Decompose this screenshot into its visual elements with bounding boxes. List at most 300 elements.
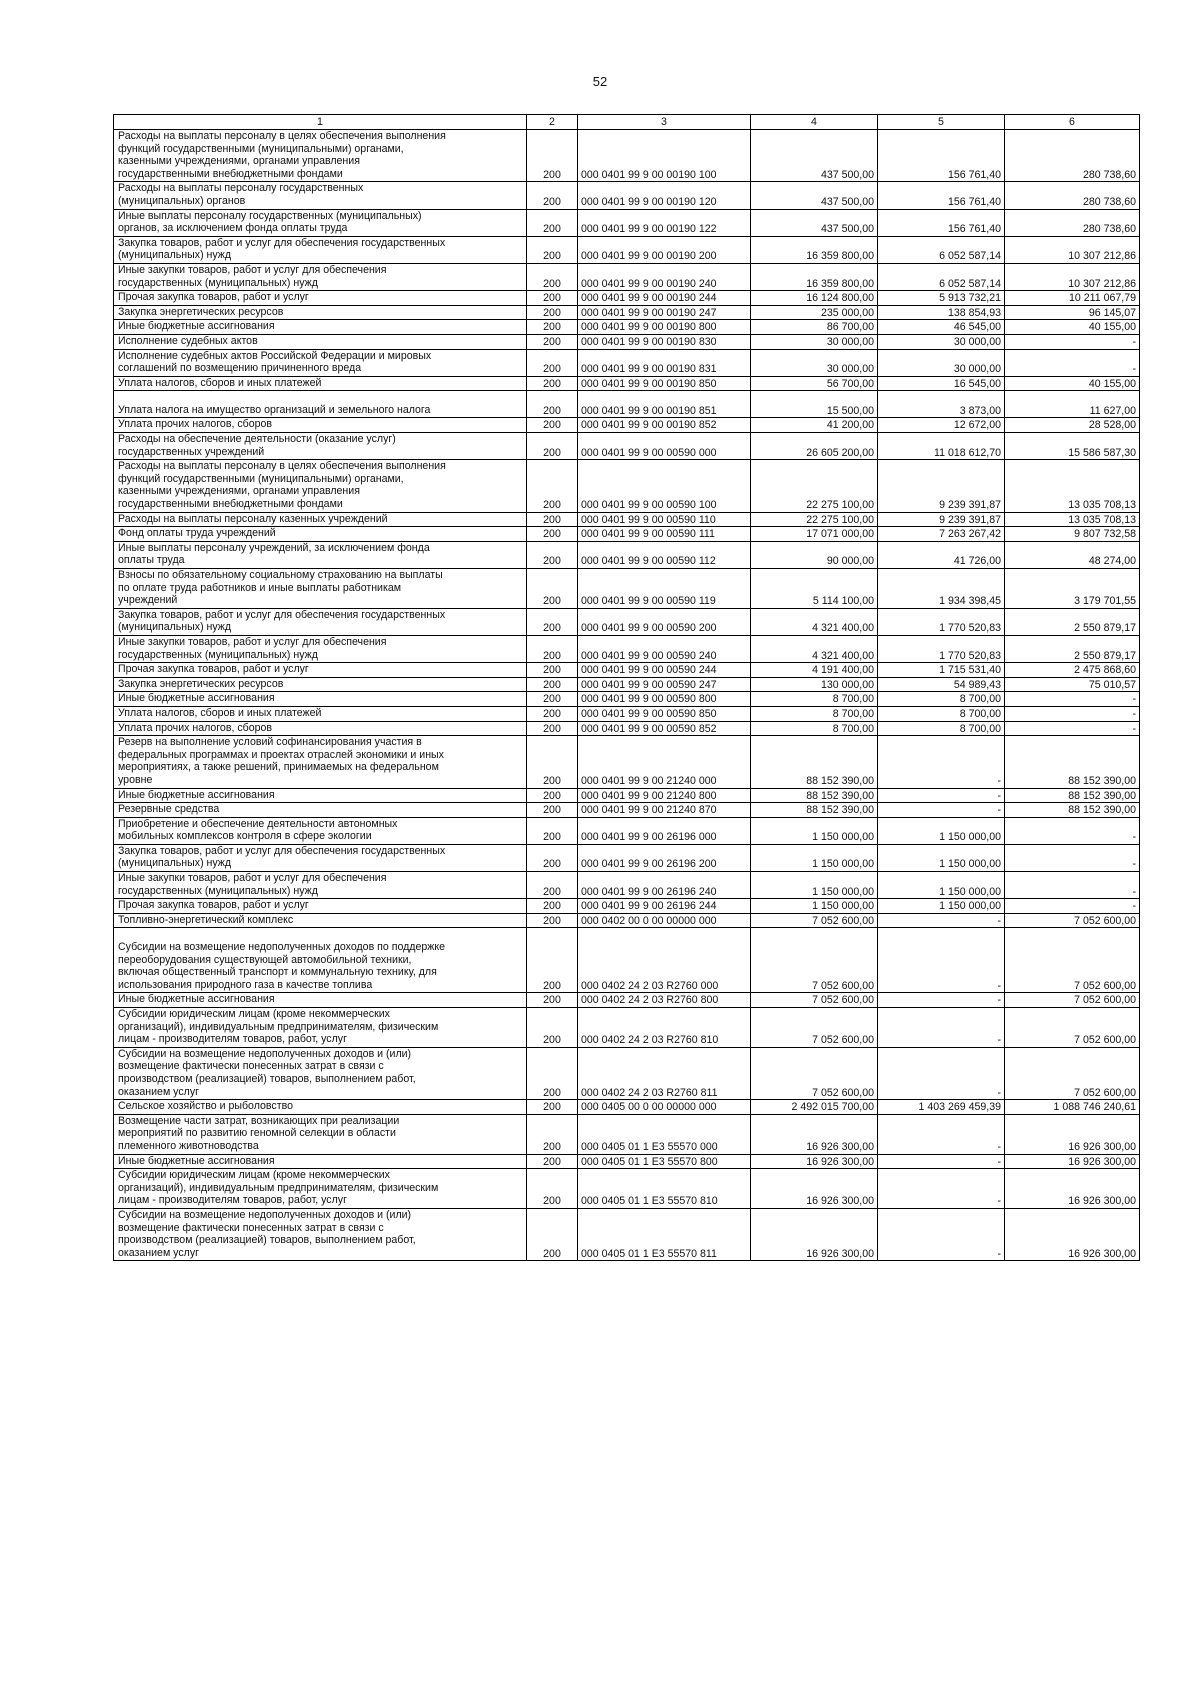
column-header-3: 3: [578, 115, 751, 130]
table-row: [114, 899, 1140, 914]
table-row: [114, 1047, 1140, 1099]
remaining-amount-cell: 3 179 701,55: [1005, 569, 1140, 609]
item-name-cell: [114, 803, 527, 818]
budget-report-table: [113, 114, 1140, 1261]
table-row: [114, 736, 1140, 788]
budget-code-cell: 000 0401 99 9 00 00190 831: [578, 349, 751, 376]
budget-code-cell: 000 0401 99 9 00 00590 112: [578, 541, 751, 568]
table-row: [114, 1008, 1140, 1048]
executed-amount-cell: 1 715 531,40: [878, 663, 1005, 678]
item-name-text: Уплата налогов, сборов и иных платежей: [118, 376, 322, 389]
item-name-cell: [114, 1114, 527, 1154]
item-name-text: Иные закупки товаров, работ и услуг для обеспечения государственных (муниципальных) нужд: [118, 872, 387, 897]
budget-code-cell: 000 0401 99 9 00 00590 800: [578, 692, 751, 707]
remaining-amount-cell: -: [1005, 692, 1140, 707]
admin-code-cell: 200: [527, 527, 578, 542]
approved-amount-cell: 41 200,00: [751, 418, 878, 433]
budget-code-cell: 000 0401 99 9 00 00590 200: [578, 608, 751, 635]
item-name-text: Резервные средства: [118, 803, 220, 816]
remaining-amount-cell: 7 052 600,00: [1005, 993, 1140, 1008]
approved-amount-cell: 90 000,00: [751, 541, 878, 568]
item-name-cell: [114, 993, 527, 1008]
item-name-text: Субсидии юридическим лицам (кроме некоммерческих организаций), индивидуальным предпринимателям, физическим лицам - производителям товаров, работ, услуг: [118, 1169, 439, 1207]
table-row: [114, 263, 1140, 290]
budget-code-cell: 000 0401 99 9 00 00190 200: [578, 236, 751, 263]
executed-amount-cell: -: [878, 788, 1005, 803]
admin-code-cell: 200: [527, 1208, 578, 1260]
budget-code-cell: 000 0405 01 1 Е3 55570 800: [578, 1154, 751, 1169]
item-name-text: Расходы на выплаты персоналу казенных учреждений: [118, 512, 388, 525]
executed-amount-cell: 12 672,00: [878, 418, 1005, 433]
item-name-cell: [114, 263, 527, 290]
executed-amount-cell: 156 761,40: [878, 130, 1005, 182]
budget-code-cell: 000 0401 99 9 00 00590 119: [578, 569, 751, 609]
budget-code-cell: 000 0401 99 9 00 26196 240: [578, 872, 751, 899]
admin-code-cell: 200: [527, 305, 578, 320]
admin-code-cell: 200: [527, 541, 578, 568]
executed-amount-cell: 46 545,00: [878, 320, 1005, 335]
table-row: [114, 334, 1140, 349]
column-header-2: 2: [527, 115, 578, 130]
approved-amount-cell: 1 150 000,00: [751, 844, 878, 871]
remaining-amount-cell: 28 528,00: [1005, 418, 1140, 433]
item-name-cell: [114, 209, 527, 236]
item-name-text: Иные бюджетные ассигнования: [118, 1154, 275, 1167]
item-name-text: Субсидии юридическим лицам (кроме некоммерческих организаций), индивидуальным предпринимателям, физическим лицам - производителям товаров, работ, услуг: [118, 1008, 439, 1046]
table-row: [114, 460, 1140, 512]
item-name-text: Расходы на выплаты персоналу в целях обеспечения выполнения функций государственными (муниципальными) органами, казенными учреждениями, органами управления государственными внебюджетными фондами: [118, 130, 446, 180]
item-name-text: Закупка товаров, работ и услуг для обеспечения государственных (муниципальных) нужд: [118, 844, 446, 870]
item-name-cell: [114, 788, 527, 803]
item-name-cell: [114, 376, 527, 391]
item-name-text: Уплата прочих налогов, сборов: [118, 418, 273, 431]
admin-code-cell: 200: [527, 236, 578, 263]
admin-code-cell: 200: [527, 334, 578, 349]
table-row: [114, 418, 1140, 433]
item-name-cell: [114, 635, 527, 662]
item-name-cell: [114, 512, 527, 527]
table-row: [114, 305, 1140, 320]
item-name-cell: [114, 913, 527, 928]
executed-amount-cell: 6 052 587,14: [878, 236, 1005, 263]
table-row: [114, 993, 1140, 1008]
item-name-cell: [114, 1154, 527, 1169]
table-row: [114, 788, 1140, 803]
approved-amount-cell: 7 052 600,00: [751, 993, 878, 1008]
admin-code-cell: 200: [527, 391, 578, 418]
item-name-cell: [114, 817, 527, 844]
table-row: [114, 872, 1140, 899]
admin-code-cell: 200: [527, 1169, 578, 1209]
table-body: [114, 130, 1140, 1261]
budget-code-cell: 000 0405 01 1 Е3 55570 000: [578, 1114, 751, 1154]
admin-code-cell: 200: [527, 721, 578, 736]
item-name-text: Уплата прочих налогов, сборов: [118, 721, 273, 734]
executed-amount-cell: 1 150 000,00: [878, 844, 1005, 871]
admin-code-cell: 200: [527, 433, 578, 460]
approved-amount-cell: 5 114 100,00: [751, 569, 878, 609]
remaining-amount-cell: 7 052 600,00: [1005, 1008, 1140, 1048]
approved-amount-cell: 4 321 400,00: [751, 608, 878, 635]
executed-amount-cell: 30 000,00: [878, 349, 1005, 376]
approved-amount-cell: 88 152 390,00: [751, 803, 878, 818]
remaining-amount-cell: 16 926 300,00: [1005, 1114, 1140, 1154]
executed-amount-cell: 9 239 391,87: [878, 460, 1005, 512]
remaining-amount-cell: 280 738,60: [1005, 182, 1140, 209]
item-name-cell: [114, 130, 527, 182]
table-row: [114, 527, 1140, 542]
executed-amount-cell: 8 700,00: [878, 706, 1005, 721]
approved-amount-cell: 8 700,00: [751, 706, 878, 721]
admin-code-cell: 200: [527, 376, 578, 391]
remaining-amount-cell: 1 088 746 240,61: [1005, 1100, 1140, 1115]
remaining-amount-cell: -: [1005, 817, 1140, 844]
item-name-cell: [114, 418, 527, 433]
table-row: [114, 928, 1140, 993]
admin-code-cell: 200: [527, 788, 578, 803]
item-name-text: Сельское хозяйство и рыболовство: [118, 1100, 293, 1113]
approved-amount-cell: 4 321 400,00: [751, 635, 878, 662]
item-name-text: Иные бюджетные ассигнования: [118, 788, 275, 801]
item-name-text: Иные бюджетные ассигнования: [118, 692, 275, 705]
table-row: [114, 635, 1140, 662]
remaining-amount-cell: 88 152 390,00: [1005, 736, 1140, 788]
table-row: [114, 291, 1140, 306]
remaining-amount-cell: 40 155,00: [1005, 320, 1140, 335]
budget-code-cell: 000 0401 99 9 00 00190 100: [578, 130, 751, 182]
remaining-amount-cell: 7 052 600,00: [1005, 913, 1140, 928]
table-row: [114, 1154, 1140, 1169]
item-name-text: Субсидии на возмещение недополученных доходов по поддержке переоборудования существующей автомобильной техники, включая общественный транспорт и коммунальную технику, для использования природного газа в качестве топлива: [118, 941, 445, 991]
executed-amount-cell: 156 761,40: [878, 182, 1005, 209]
executed-amount-cell: -: [878, 913, 1005, 928]
admin-code-cell: 200: [527, 663, 578, 678]
budget-code-cell: 000 0401 99 9 00 00190 800: [578, 320, 751, 335]
approved-amount-cell: 16 926 300,00: [751, 1208, 878, 1260]
budget-code-cell: 000 0402 24 2 03 R2760 800: [578, 993, 751, 1008]
item-name-text: Закупка товаров, работ и услуг для обеспечения государственных (муниципальных) нужд: [118, 236, 446, 262]
remaining-amount-cell: 13 035 708,13: [1005, 512, 1140, 527]
item-name-text: Субсидии на возмещение недополученных доходов и (или) возмещение фактически понесенных затрат в связи с производством (реализацией) товаров, выполнением работ, оказанием услуг: [118, 1047, 416, 1098]
remaining-amount-cell: 10 211 067,79: [1005, 291, 1140, 306]
admin-code-cell: 200: [527, 1047, 578, 1099]
item-name-text: Иные бюджетные ассигнования: [118, 993, 275, 1006]
item-name-cell: [114, 1100, 527, 1115]
remaining-amount-cell: 13 035 708,13: [1005, 460, 1140, 512]
item-name-cell: [114, 291, 527, 306]
executed-amount-cell: 41 726,00: [878, 541, 1005, 568]
approved-amount-cell: 88 152 390,00: [751, 788, 878, 803]
item-name-cell: [114, 1169, 527, 1209]
budget-code-cell: 000 0401 99 9 00 00590 850: [578, 706, 751, 721]
table-row: [114, 433, 1140, 460]
approved-amount-cell: 235 000,00: [751, 305, 878, 320]
executed-amount-cell: 1 403 269 459,39: [878, 1100, 1005, 1115]
table-row: [114, 721, 1140, 736]
remaining-amount-cell: 48 274,00: [1005, 541, 1140, 568]
remaining-amount-cell: 88 152 390,00: [1005, 803, 1140, 818]
item-name-cell: [114, 928, 527, 993]
item-name-cell: [114, 391, 527, 418]
budget-code-cell: 000 0401 99 9 00 26196 200: [578, 844, 751, 871]
table-row: [114, 1169, 1140, 1209]
approved-amount-cell: 1 150 000,00: [751, 899, 878, 914]
approved-amount-cell: 16 124 800,00: [751, 291, 878, 306]
item-name-cell: [114, 1208, 527, 1260]
item-name-text: Возмещение части затрат, возникающих при реализации мероприятий по развитию геномной селекции в области племенного животноводства: [118, 1114, 400, 1152]
column-header-1: 1: [114, 115, 527, 130]
approved-amount-cell: 26 605 200,00: [751, 433, 878, 460]
remaining-amount-cell: 10 307 212,86: [1005, 236, 1140, 263]
table-row: [114, 376, 1140, 391]
approved-amount-cell: 16 926 300,00: [751, 1169, 878, 1209]
remaining-amount-cell: 9 807 732,58: [1005, 527, 1140, 542]
admin-code-cell: 200: [527, 913, 578, 928]
approved-amount-cell: 16 359 800,00: [751, 236, 878, 263]
table-row: [114, 817, 1140, 844]
admin-code-cell: 200: [527, 512, 578, 527]
approved-amount-cell: 437 500,00: [751, 130, 878, 182]
admin-code-cell: 200: [527, 1114, 578, 1154]
executed-amount-cell: 1 150 000,00: [878, 899, 1005, 914]
admin-code-cell: 200: [527, 817, 578, 844]
remaining-amount-cell: 16 926 300,00: [1005, 1208, 1140, 1260]
table-row: [114, 692, 1140, 707]
item-name-text: Иные выплаты персоналу учреждений, за исключением фонда оплаты труда: [118, 541, 430, 567]
budget-code-cell: 000 0401 99 9 00 00190 851: [578, 391, 751, 418]
admin-code-cell: 200: [527, 635, 578, 662]
budget-code-cell: 000 0401 99 9 00 00590 247: [578, 677, 751, 692]
column-number-row: [114, 115, 1140, 130]
item-name-cell: [114, 334, 527, 349]
remaining-amount-cell: 11 627,00: [1005, 391, 1140, 418]
item-name-cell: [114, 1008, 527, 1048]
approved-amount-cell: 22 275 100,00: [751, 460, 878, 512]
table-row: [114, 1114, 1140, 1154]
item-name-text: Взносы по обязательному социальному страхованию на выплаты по оплате труда работников и иные выплаты работникам учреждений: [118, 569, 443, 607]
budget-code-cell: 000 0405 01 1 Е3 55570 810: [578, 1169, 751, 1209]
item-name-cell: [114, 692, 527, 707]
item-name-text: Уплата налогов, сборов и иных платежей: [118, 706, 322, 719]
table-row: [114, 512, 1140, 527]
remaining-amount-cell: -: [1005, 899, 1140, 914]
admin-code-cell: 200: [527, 130, 578, 182]
item-name-text: Исполнение судебных актов: [118, 334, 258, 347]
item-name-cell: [114, 844, 527, 871]
item-name-cell: [114, 608, 527, 635]
column-header-4: 4: [751, 115, 878, 130]
item-name-text: Иные бюджетные ассигнования: [118, 320, 275, 333]
item-name-text: Исполнение судебных актов Российской Федерации и мировых соглашений по возмещению причиненного вреда: [118, 349, 432, 375]
budget-code-cell: 000 0401 99 9 00 00190 852: [578, 418, 751, 433]
executed-amount-cell: -: [878, 1114, 1005, 1154]
item-name-text: Расходы на выплаты персоналу государственных (муниципальных) органов: [118, 182, 364, 207]
executed-amount-cell: 7 263 267,42: [878, 527, 1005, 542]
admin-code-cell: 200: [527, 872, 578, 899]
approved-amount-cell: 8 700,00: [751, 721, 878, 736]
table-row: [114, 130, 1140, 182]
admin-code-cell: 200: [527, 1100, 578, 1115]
table-row: [114, 209, 1140, 236]
budget-code-cell: 000 0401 99 9 00 26196 000: [578, 817, 751, 844]
table-row: [114, 569, 1140, 609]
executed-amount-cell: -: [878, 928, 1005, 993]
budget-code-cell: 000 0401 99 9 00 00590 244: [578, 663, 751, 678]
admin-code-cell: 200: [527, 803, 578, 818]
table-row: [114, 663, 1140, 678]
item-name-text: Иные выплаты персоналу государственных (муниципальных) органов, за исключением фонда оплаты труда: [118, 209, 422, 235]
item-name-text: Расходы на обеспечение деятельности (оказание услуг) государственных учреждений: [118, 433, 396, 458]
table-row: [114, 349, 1140, 376]
executed-amount-cell: 3 873,00: [878, 391, 1005, 418]
table-row: [114, 541, 1140, 568]
budget-code-cell: 000 0401 99 9 00 26196 244: [578, 899, 751, 914]
item-name-text: Фонд оплаты труда учреждений: [118, 527, 276, 540]
table-row: [114, 844, 1140, 871]
executed-amount-cell: 8 700,00: [878, 692, 1005, 707]
executed-amount-cell: 11 018 612,70: [878, 433, 1005, 460]
item-name-text: Прочая закупка товаров, работ и услуг: [118, 899, 309, 912]
item-name-cell: [114, 736, 527, 788]
executed-amount-cell: 30 000,00: [878, 334, 1005, 349]
item-name-cell: [114, 305, 527, 320]
executed-amount-cell: 138 854,93: [878, 305, 1005, 320]
approved-amount-cell: 16 926 300,00: [751, 1114, 878, 1154]
remaining-amount-cell: 280 738,60: [1005, 130, 1140, 182]
item-name-cell: [114, 320, 527, 335]
table-row: [114, 182, 1140, 209]
remaining-amount-cell: 7 052 600,00: [1005, 928, 1140, 993]
item-name-text: Приобретение и обеспечение деятельности автономных мобильных комплексов контроля в сфере экологии: [118, 817, 398, 843]
admin-code-cell: 200: [527, 209, 578, 236]
item-name-text: Прочая закупка товаров, работ и услуг: [118, 663, 309, 676]
item-name-text: Иные закупки товаров, работ и услуг для обеспечения государственных (муниципальных) нужд: [118, 635, 387, 661]
page-number: 52: [592, 74, 608, 89]
budget-code-cell: 000 0402 24 2 03 R2760 810: [578, 1008, 751, 1048]
executed-amount-cell: -: [878, 1208, 1005, 1260]
item-name-cell: [114, 527, 527, 542]
table-row: [114, 677, 1140, 692]
item-name-cell: [114, 236, 527, 263]
approved-amount-cell: 1 150 000,00: [751, 872, 878, 899]
remaining-amount-cell: 7 052 600,00: [1005, 1047, 1140, 1099]
admin-code-cell: 200: [527, 736, 578, 788]
executed-amount-cell: 6 052 587,14: [878, 263, 1005, 290]
executed-amount-cell: -: [878, 803, 1005, 818]
remaining-amount-cell: -: [1005, 349, 1140, 376]
budget-code-cell: 000 0401 99 9 00 00590 111: [578, 527, 751, 542]
table-row: [114, 1208, 1140, 1260]
admin-code-cell: 200: [527, 706, 578, 721]
approved-amount-cell: 7 052 600,00: [751, 1008, 878, 1048]
approved-amount-cell: 8 700,00: [751, 692, 878, 707]
remaining-amount-cell: 2 475 868,60: [1005, 663, 1140, 678]
budget-code-cell: 000 0401 99 9 00 00190 240: [578, 263, 751, 290]
executed-amount-cell: 5 913 732,21: [878, 291, 1005, 306]
budget-code-cell: 000 0401 99 9 00 21240 870: [578, 803, 751, 818]
budget-code-cell: 000 0405 00 0 00 00000 000: [578, 1100, 751, 1115]
table-row: [114, 320, 1140, 335]
executed-amount-cell: 156 761,40: [878, 209, 1005, 236]
admin-code-cell: 200: [527, 692, 578, 707]
item-name-cell: [114, 1047, 527, 1099]
executed-amount-cell: -: [878, 1008, 1005, 1048]
item-name-text: Закупка товаров, работ и услуг для обеспечения государственных (муниципальных) нужд: [118, 608, 446, 634]
item-name-cell: [114, 899, 527, 914]
budget-code-cell: 000 0401 99 9 00 00190 850: [578, 376, 751, 391]
admin-code-cell: 200: [527, 993, 578, 1008]
item-name-cell: [114, 349, 527, 376]
approved-amount-cell: 16 926 300,00: [751, 1154, 878, 1169]
item-name-text: Топливно-энергетический комплекс: [118, 913, 294, 926]
table-row: [114, 706, 1140, 721]
executed-amount-cell: 1 934 398,45: [878, 569, 1005, 609]
executed-amount-cell: 8 700,00: [878, 721, 1005, 736]
item-name-text: Иные закупки товаров, работ и услуг для обеспечения государственных (муниципальных) нужд: [118, 263, 387, 289]
admin-code-cell: 200: [527, 1008, 578, 1048]
admin-code-cell: 200: [527, 608, 578, 635]
item-name-text: Закупка энергетических ресурсов: [118, 305, 284, 318]
approved-amount-cell: 2 492 015 700,00: [751, 1100, 878, 1115]
admin-code-cell: 200: [527, 291, 578, 306]
remaining-amount-cell: -: [1005, 334, 1140, 349]
remaining-amount-cell: 40 155,00: [1005, 376, 1140, 391]
budget-code-cell: 000 0401 99 9 00 21240 000: [578, 736, 751, 788]
executed-amount-cell: 1 150 000,00: [878, 872, 1005, 899]
item-name-cell: [114, 706, 527, 721]
approved-amount-cell: 7 052 600,00: [751, 913, 878, 928]
executed-amount-cell: -: [878, 993, 1005, 1008]
remaining-amount-cell: 10 307 212,86: [1005, 263, 1140, 290]
executed-amount-cell: 54 989,43: [878, 677, 1005, 692]
item-name-text: Субсидии на возмещение недополученных доходов и (или) возмещение фактически понесенных затрат в связи с производством (реализацией) товаров, выполнением работ, оказанием услуг: [118, 1208, 416, 1259]
remaining-amount-cell: 2 550 879,17: [1005, 635, 1140, 662]
budget-code-cell: 000 0405 01 1 Е3 55570 811: [578, 1208, 751, 1260]
executed-amount-cell: 16 545,00: [878, 376, 1005, 391]
admin-code-cell: 200: [527, 569, 578, 609]
remaining-amount-cell: -: [1005, 706, 1140, 721]
budget-code-cell: 000 0401 99 9 00 00190 120: [578, 182, 751, 209]
remaining-amount-cell: -: [1005, 844, 1140, 871]
remaining-amount-cell: -: [1005, 872, 1140, 899]
remaining-amount-cell: 15 586 587,30: [1005, 433, 1140, 460]
column-header-6: 6: [1005, 115, 1140, 130]
remaining-amount-cell: 2 550 879,17: [1005, 608, 1140, 635]
approved-amount-cell: 56 700,00: [751, 376, 878, 391]
approved-amount-cell: 15 500,00: [751, 391, 878, 418]
executed-amount-cell: 1 770 520,83: [878, 608, 1005, 635]
item-name-cell: [114, 872, 527, 899]
admin-code-cell: 200: [527, 677, 578, 692]
approved-amount-cell: 17 071 000,00: [751, 527, 878, 542]
remaining-amount-cell: -: [1005, 721, 1140, 736]
approved-amount-cell: 7 052 600,00: [751, 1047, 878, 1099]
admin-code-cell: 200: [527, 1154, 578, 1169]
table-row: [114, 608, 1140, 635]
item-name-text: Уплата налога на имущество организаций и земельного налога: [118, 403, 431, 416]
budget-code-cell: 000 0401 99 9 00 00590 100: [578, 460, 751, 512]
executed-amount-cell: -: [878, 1154, 1005, 1169]
table-row: [114, 913, 1140, 928]
approved-amount-cell: 88 152 390,00: [751, 736, 878, 788]
admin-code-cell: 200: [527, 263, 578, 290]
approved-amount-cell: 30 000,00: [751, 349, 878, 376]
approved-amount-cell: 22 275 100,00: [751, 512, 878, 527]
admin-code-cell: 200: [527, 418, 578, 433]
item-name-cell: [114, 460, 527, 512]
approved-amount-cell: 437 500,00: [751, 209, 878, 236]
executed-amount-cell: 1 770 520,83: [878, 635, 1005, 662]
